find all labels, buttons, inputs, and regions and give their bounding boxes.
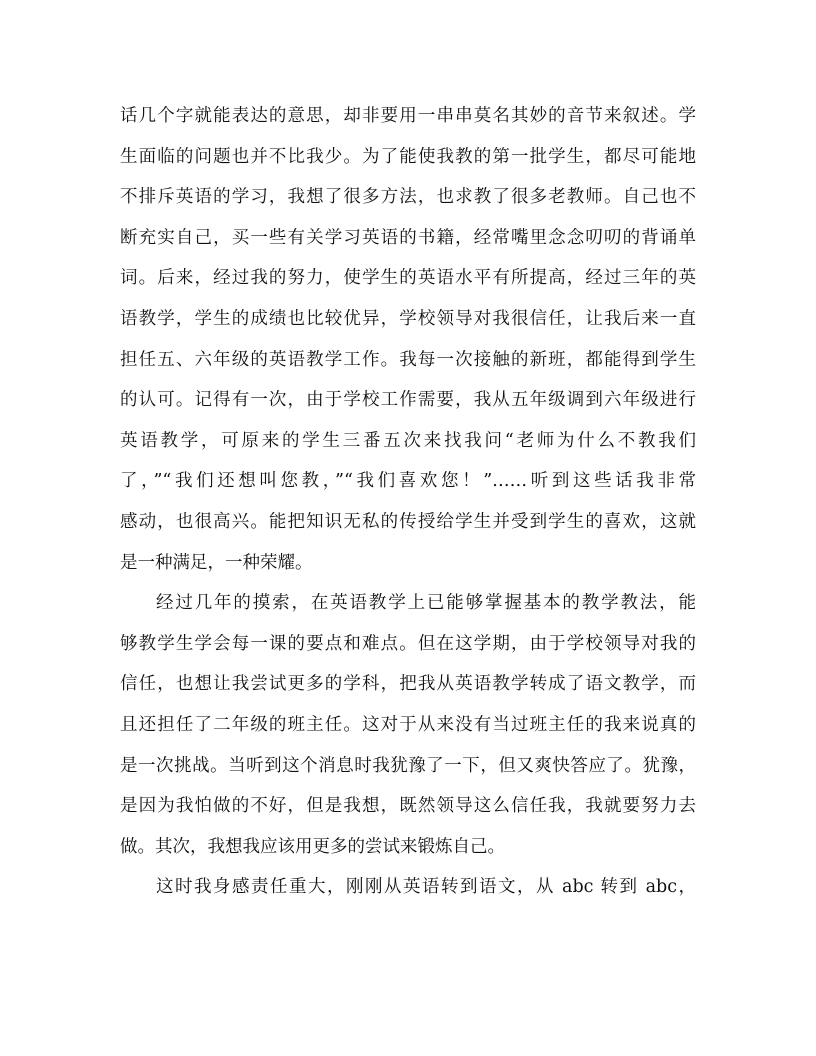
text-line: 是因为我怕做的不好，但是我想，既然领导这么信任我，我就要努力去 (120, 796, 696, 817)
text-line: 是一种满足，一种荣耀。 (120, 552, 313, 573)
text-line: 断充实自己，买一些有关学习英语的书籍，经常嘴里念念叨叨的背诵单 (120, 227, 696, 248)
paragraph-first-line: 这时我身感责任重大，刚刚从英语转到语文，从 abc 转到 abc， (156, 877, 696, 898)
text-line: 感动，也很高兴。能把知识无私的传授给学生并受到学生的喜欢，这就 (120, 511, 696, 532)
text-line: 且还担任了二年级的班主任。这对于从来没有当过班主任的我来说真的 (120, 714, 696, 735)
text-line: 够教学生学会每一课的要点和难点。但在这学期，由于学校领导对我的 (120, 633, 696, 654)
document-page (120, 96, 696, 908)
text-line: 英语教学，可原来的学生三番五次来找我问“老师为什么不教我们 (120, 430, 696, 451)
paragraph-first-line: 经过几年的摸索，在英语教学上已能够掌握基本的教学教法，能 (156, 593, 696, 614)
text-line: 不排斥英语的学习，我想了很多方法，也求教了很多老教师。自己也不 (120, 187, 696, 208)
text-line: 生面临的问题也并不比我少。为了能使我教的第一批学生，都尽可能地 (120, 146, 696, 167)
text-line: 担任五、六年级的英语教学工作。我每一次接触的新班，都能得到学生 (120, 349, 696, 370)
text-line: 信任，也想让我尝试更多的学科，把我从英语教学转成了语文教学，而 (120, 674, 696, 695)
text-line: 语教学，学生的成绩也比较优异，学校领导对我很信任，让我后来一直 (120, 308, 696, 329)
text-line: 做。其次，我想我应该用更多的尝试来锻炼自己。 (120, 836, 505, 857)
text-line: 了，”“我们还想叫您教，”“我们喜欢您！”……听到这些话我非常 (120, 471, 696, 492)
text-line: 词。后来，经过我的努力，使学生的英语水平有所提高，经过三年的英 (120, 268, 696, 289)
text-line: 的认可。记得有一次，由于学校工作需要，我从五年级调到六年级进行 (120, 390, 696, 411)
text-line: 话几个字就能表达的意思，却非要用一串串莫名其妙的音节来叙述。学 (120, 106, 696, 126)
text-line: 是一次挑战。当听到这个消息时我犹豫了一下，但又爽快答应了。犹豫， (120, 755, 696, 776)
